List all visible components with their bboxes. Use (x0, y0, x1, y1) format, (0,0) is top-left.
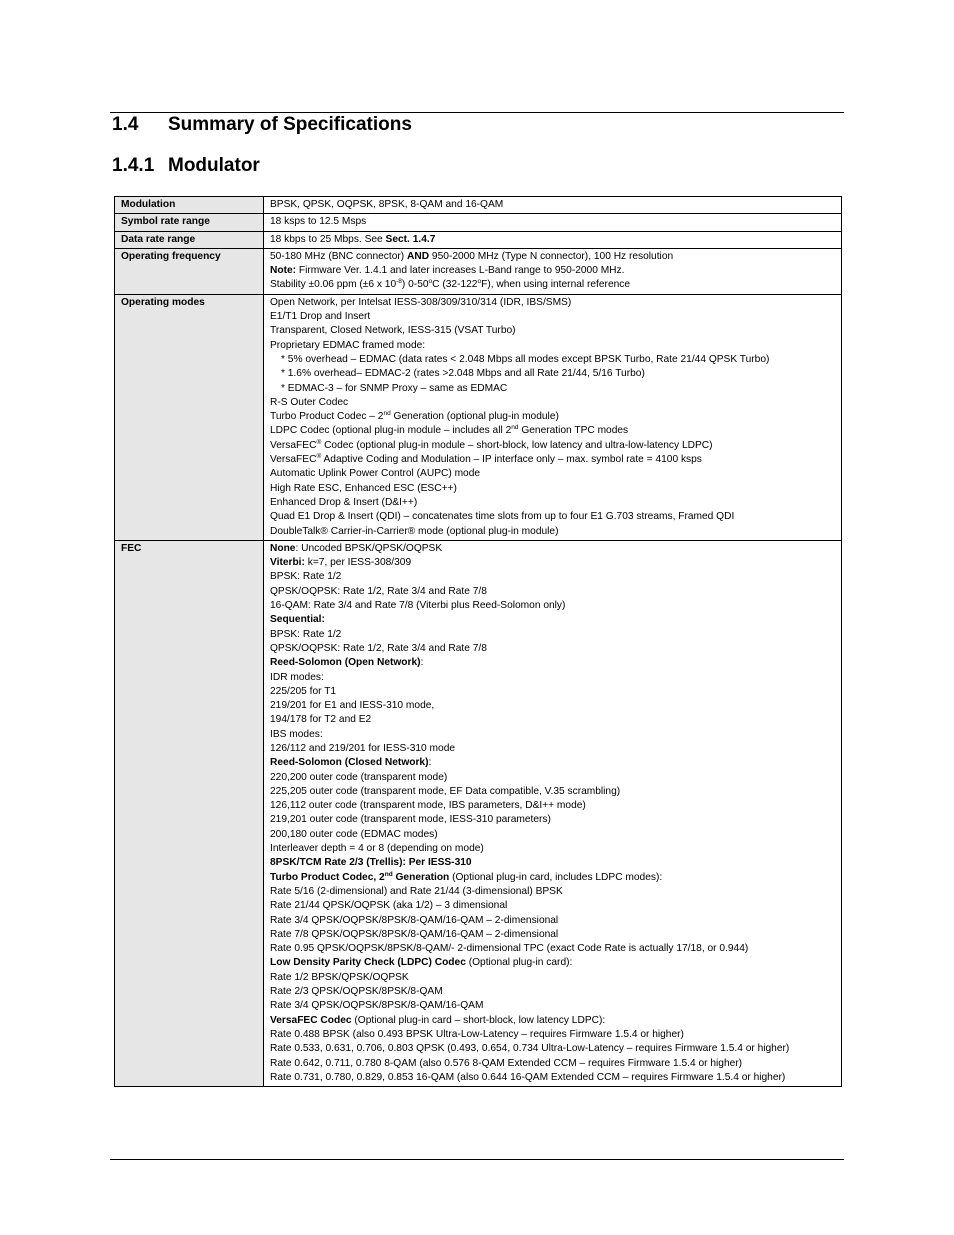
row-value: 50-180 MHz (BNC connector) AND 950-2000 MHz (Type N connector), 100 Hz resolution Note: Firmware Ver. 1.4.1 and later increases L-Band range to 950-2000 MHz. Stability ±0.06 ppm (±6 x $10^{-8}$) 0-50$^o$C (32-122$^o$F), when using internal reference (264, 248, 842, 294)
section-heading (112, 114, 412, 136)
table-row (115, 231, 842, 248)
table-row (115, 540, 842, 1086)
row-label: Symbol rate range (115, 214, 264, 231)
subsection-title: Modulator (168, 155, 260, 176)
row-label: Operating modes (115, 294, 264, 540)
header-rule (110, 112, 844, 113)
table-row (115, 248, 842, 294)
table-row (115, 294, 842, 540)
table-row (115, 197, 842, 214)
section-reference: Sect. 1.4.7 (385, 233, 436, 245)
row-value: 18 kbps to 25 Mbps. See Sect. 1.4.7 (264, 231, 842, 248)
row-label: FEC (115, 540, 264, 1086)
section-title: Summary of Specifications (168, 114, 412, 135)
row-value: Open Network, per Intelsat IESS-308/309/310/314 (IDR, IBS/SMS) E1/T1 Drop and Insert Transparent, Closed Network, IESS-315 (VSAT Turbo) Proprietary EDMAC framed mode: * 5% overhead – EDMAC (data rates < 2.048 Mbps all modes except BPSK Turbo, Rate 21/44 QPSK Turbo) * 1.6% overhead– EDMAC-2 (rates >2.048 Mbps and all Rate 21/44, 5/16 Turbo) * EDMAC-3 – for SNMP Proxy – same as EDMAC R-S Outer Codec Turbo Product Codec – 2nd Generation (optional plug-in module) LDPC Codec (optional plug-in module – includes all 2nd Generation TPC modes VersaFEC® Codec (optional plug-in module – short-block, low latency and ultra-low-latency LDPC) VersaFEC® Adaptive Coding and Modulation – IP interface only – max. symbol rate = 4100 ksps Automatic Uplink Power Control (AUPC) mode High Rate ESC, Enhanced ESC (ESC++) Enhanced Drop & Insert (D&I++) Quad E1 Drop & Insert (QDI) – concatenates time slots from up to four E1 G.703 streams, Framed QDI DoubleTalk® Carrier-in-Carrier® mode (optional plug-in module) (264, 294, 842, 540)
row-value: 18 ksps to 12.5 Msps (264, 214, 842, 231)
subsection-heading (112, 155, 260, 177)
section-number: 1.4 (112, 114, 139, 135)
row-label: Modulation (115, 197, 264, 214)
row-label: Data rate range (115, 231, 264, 248)
row-label: Operating frequency (115, 248, 264, 294)
spec-table (114, 196, 842, 1087)
subsection-number: 1.4.1 (112, 155, 155, 176)
row-value: None: Uncoded BPSK/QPSK/OQPSK Viterbi: k=7, per IESS-308/309 BPSK: Rate 1/2 QPSK/OQPSK: Rate 1/2, Rate 3/4 and Rate 7/8 16-QAM: Rate 3/4 and Rate 7/8 (Viterbi plus Reed-Solomon only) Sequential: BPSK: Rate 1/2 QPSK/OQPSK: Rate 1/2, Rate 3/4 and Rate 7/8 Reed-Solomon (Open Network): IDR modes: 225/205 for T1 219/201 for E1 and IESS-310 mode, 194/178 for T2 and E2 IBS modes: 126/112 and 219/201 for IESS-310 mode Reed-Solomon (Closed Network): 220,200 outer code (transparent mode) 225,205 outer code (transparent mode, EF Data compatible, V.35 scrambling) 126,112 outer code (transparent mode, IBS parameters, D&I++ mode) 219,201 outer code (transparent mode, IESS-310 parameters) 200,180 outer code (EDMAC modes) Interleaver depth = 4 or 8 (depending on mode) 8PSK/TCM Rate 2/3 (Trellis): Per IESS-310 Turbo Product Codec, 2nd Generation (Optional plug-in card, includes LDPC modes): Rate 5/16 (2-dimensional) and Rate 21/44 (3-dimensional) BPSK Rate 21/44 QPSK/OQPSK (aka 1/2) – 3 dimensional Rate 3/4 QPSK/OQPSK/8PSK/8-QAM/16-QAM – 2-dimensional Rate 7/8 QPSK/OQPSK/8PSK/8-QAM/16-QAM – 2-dimensional Rate 0.95 QPSK/OQPSK/8PSK/8-QAM/- 2-dimensional TPC (exact Code Rate is actually 17/18, or 0.944) Low Density Parity Check (LDPC) Codec (Optional plug-in card): Rate 1/2 BPSK/QPSK/OQPSK Rate 2/3 QPSK/OQPSK/8PSK/8-QAM Rate 3/4 QPSK/OQPSK/8PSK/8-QAM/16-QAM VersaFEC Codec (Optional plug-in card – short-block, low latency LDPC): Rate 0.488 BPSK (also 0.493 BPSK Ultra-Low-Latency – requires Firmware 1.5.4 or higher) Rate 0.533, 0.631, 0.706, 0.803 QPSK (0.493, 0.654, 0.734 Ultra-Low-Latency – requires Firmware 1.5.4 or higher) Rate 0.642, 0.711, 0.780 8-QAM (also 0.576 8-QAM Extended CCM – requires Firmware 1.5.4 or higher) Rate 0.731, 0.780, 0.829, 0.853 16-QAM (also 0.644 16-QAM Extended CCM – requires Firmware 1.5.4 or higher) (264, 540, 842, 1086)
footer-rule (110, 1159, 844, 1160)
row-value: BPSK, QPSK, OQPSK, 8PSK, 8-QAM and 16-QAM (264, 197, 842, 214)
table-row (115, 214, 842, 231)
